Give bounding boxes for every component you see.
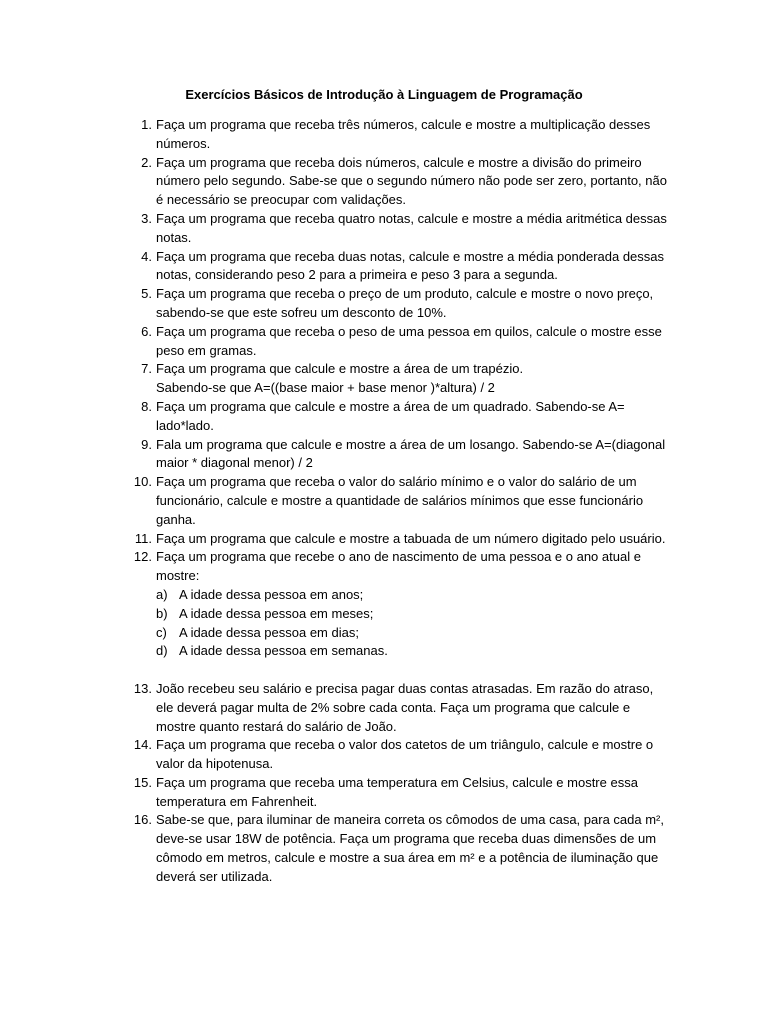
exercise-item-10 (130, 473, 670, 529)
exercise-item-13 (130, 680, 670, 736)
item-number: 5. (141, 286, 152, 302)
sub-item-letter: a) (156, 586, 168, 602)
item-number: 10. (133, 474, 152, 490)
exercise-item-4 (130, 248, 670, 286)
exercise-item-8 (130, 398, 670, 436)
item-text: Faça um programa que receba quatro notas, calcule e mostre a média aritmética dessas notas. (156, 210, 667, 245)
sub-item-b (156, 605, 670, 624)
exercise-item-5 (130, 285, 670, 323)
sub-item-letter: b) (156, 605, 168, 621)
item-text: Faça um programa que receba duas notas, calcule e mostre a média ponderada dessas notas, considerando peso 2 para a primeira e peso 3 para a segunda. (156, 248, 665, 283)
item-text: Faça um programa que calcule e mostre a área de um quadrado. Sabendo-se A= lado*lado. (156, 398, 625, 433)
item-number: 15. (133, 774, 152, 790)
item-number: 2. (141, 154, 152, 170)
document-title: Exercícios Básicos de Introdução à Linguagem de Programação (185, 87, 583, 102)
item-text: Faça um programa que calcule e mostre a área de um trapézio. (156, 361, 524, 377)
item-text: Faça um programa que calcule e mostre a tabuada de um número digitado pelo usuário. (156, 530, 666, 546)
item-text: Fala um programa que calcule e mostre a área de um losango. Sabendo-se A=(diagonal maior * diagonal menor) / 2 (156, 436, 666, 471)
exercise-item-14 (130, 736, 670, 774)
sub-item-letter: c) (156, 624, 167, 640)
exercise-item-1 (130, 116, 670, 154)
item-text: João recebeu seu salário e precisa pagar duas contas atrasadas. Em razão do atraso, ele deverá pagar multa de 2% sobre cada conta. Faça um programa que calcule e mostre quanto restará do salário de João. (156, 680, 654, 734)
exercise-list (130, 116, 670, 887)
exercise-item-12 (130, 548, 670, 661)
exercise-item-3 (130, 210, 670, 248)
item-text: Faça um programa que recebe o ano de nascimento de uma pessoa e o ano atual e mostre: (156, 549, 641, 584)
sub-item-text: A idade dessa pessoa em semanas. (179, 643, 388, 659)
item-number: 4. (141, 248, 152, 264)
item-text: Faça um programa que receba o peso de uma pessoa em quilos, calcule o mostre esse peso em gramas. (156, 323, 662, 358)
exercise-item-9 (130, 436, 670, 474)
blank-line (130, 661, 670, 680)
item-number: 16. (133, 812, 152, 828)
item-number: 11. (134, 530, 152, 546)
exercise-item-7 (130, 360, 670, 398)
item-text: Faça um programa que receba uma temperatura em Celsius, calcule e mostre essa temperatura em Fahrenheit. (156, 774, 638, 809)
sub-item-text: A idade dessa pessoa em meses; (179, 605, 374, 621)
item-number: 14. (133, 737, 152, 753)
item-number: 12. (133, 549, 152, 565)
item-text: Faça um programa que receba três números, calcule e mostre a multiplicação desses números. (156, 117, 651, 151)
sub-item-a (156, 586, 670, 605)
sub-item-c (156, 624, 670, 643)
item-text: Faça um programa que receba o preço de um produto, calcule e mostre o novo preço, sabendo-se que este sofreu um desconto de 10%. (156, 286, 654, 320)
exercise-item-11 (130, 530, 670, 549)
item-number: 1. (141, 117, 152, 132)
item-text: Faça um programa que receba dois números, calcule e mostre a divisão do primeiro número pelo segundo. Sabe-se que o segundo número não pode ser zero, portanto, não é necessário se preocupar com validações. (156, 154, 667, 208)
exercise-item-15 (130, 774, 670, 812)
item-formula: Sabendo-se que A=((base maior + base menor )*altura) / 2 (156, 380, 495, 396)
item-number: 6. (141, 323, 152, 339)
item-text: Faça um programa que receba o valor do salário mínimo e o valor do salário de um funcionário, calcule e mostre a quantidade de salários mínimos que esse funcionário ganha. (156, 474, 644, 527)
item-number: 7. (141, 361, 152, 377)
sub-item-text: A idade dessa pessoa em dias; (179, 624, 359, 640)
sub-list (156, 586, 670, 661)
sub-item-d (156, 642, 670, 661)
item-number: 13. (133, 680, 152, 696)
item-number: 3. (141, 210, 152, 226)
item-text: Sabe-se que, para iluminar de maneira correta os cômodos de uma casa, para cada m², deve-se usar 18W de potência. Faça um programa que receba duas dimensões de um cômodo em metros, calcule e mostre a sua área em m² e a potência de iluminação que deverá ser utilizada. (156, 812, 664, 884)
exercise-item-2 (130, 154, 670, 210)
item-text: Faça um programa que receba o valor dos catetos de um triângulo, calcule e mostre o valor da hipotenusa. (156, 737, 654, 772)
exercise-item-16 (130, 811, 670, 886)
item-number: 8. (141, 398, 152, 414)
sub-item-text: A idade dessa pessoa em anos; (179, 586, 364, 602)
exercise-item-6 (130, 323, 670, 361)
item-number: 9. (141, 436, 152, 452)
sub-item-letter: d) (156, 643, 168, 659)
